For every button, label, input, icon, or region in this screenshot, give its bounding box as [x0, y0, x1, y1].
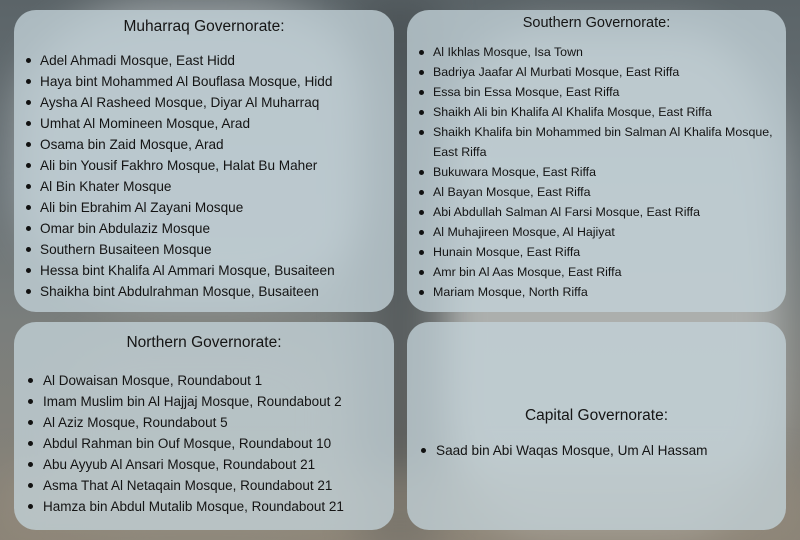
- list-item: Bukuwara Mosque, East Riffa: [433, 162, 778, 182]
- list-item: Adel Ahmadi Mosque, East Hidd: [40, 50, 394, 71]
- list-item: Umhat Al Momineen Mosque, Arad: [40, 113, 394, 134]
- list-item: Imam Muslim bin Al Hajjaj Mosque, Roundabout 2: [43, 391, 394, 412]
- list-item: Osama bin Zaid Mosque, Arad: [40, 134, 394, 155]
- list-item: Mariam Mosque, North Riffa: [433, 282, 778, 302]
- list-item: Al Bayan Mosque, East Riffa: [433, 182, 778, 202]
- list-item: Hamza bin Abdul Mutalib Mosque, Roundabout 21: [43, 496, 394, 517]
- list-item: Abu Ayyub Al Ansari Mosque, Roundabout 21: [43, 454, 394, 475]
- list-item: Al Ikhlas Mosque, Isa Town: [433, 42, 778, 62]
- list-item: Badriya Jaafar Al Murbati Mosque, East Riffa: [433, 62, 778, 82]
- list-item: Shaikh Ali bin Khalifa Al Khalifa Mosque, East Riffa: [433, 102, 778, 122]
- list-item: Abdul Rahman bin Ouf Mosque, Roundabout 10: [43, 433, 394, 454]
- list-item: Al Aziz Mosque, Roundabout 5: [43, 412, 394, 433]
- mosque-list: [14, 50, 394, 302]
- list-item: Aysha Al Rasheed Mosque, Diyar Al Muharraq: [40, 92, 394, 113]
- list-item: Ali bin Yousif Fakhro Mosque, Halat Bu Maher: [40, 155, 394, 176]
- card-title: Northern Governorate:: [126, 334, 282, 351]
- capital-governorate-card: [407, 322, 786, 530]
- list-item: Al Dowaisan Mosque, Roundabout 1: [43, 370, 394, 391]
- mosque-list: [14, 370, 394, 517]
- list-item: Al Muhajireen Mosque, Al Hajiyat: [433, 222, 778, 242]
- list-item: Omar bin Abdulaziz Mosque: [40, 218, 394, 239]
- mosque-list: [407, 42, 786, 302]
- list-item: Haya bint Mohammed Al Bouflasa Mosque, Hidd: [40, 71, 394, 92]
- list-item: Al Bin Khater Mosque: [40, 176, 394, 197]
- list-item: Asma That Al Netaqain Mosque, Roundabout 21: [43, 475, 394, 496]
- list-item: Essa bin Essa Mosque, East Riffa: [433, 82, 778, 102]
- muharraq-governorate-card: [14, 10, 394, 312]
- list-item: Hunain Mosque, East Riffa: [433, 242, 778, 262]
- list-item: Ali bin Ebrahim Al Zayani Mosque: [40, 197, 394, 218]
- southern-governorate-card: [407, 10, 786, 312]
- card-title: Southern Governorate:: [522, 15, 671, 31]
- list-item: Shaikha bint Abdulrahman Mosque, Busaiteen: [40, 281, 394, 302]
- list-item: Amr bin Al Aas Mosque, East Riffa: [433, 262, 778, 282]
- card-title: Capital Governorate:: [524, 407, 669, 424]
- list-item: Hessa bint Khalifa Al Ammari Mosque, Busaiteen: [40, 260, 394, 281]
- northern-governorate-card: [14, 322, 394, 530]
- mosque-list: [407, 440, 786, 461]
- list-item: Southern Busaiteen Mosque: [40, 239, 394, 260]
- card-title: Muharraq Governorate:: [123, 18, 285, 35]
- list-item: Saad bin Abi Waqas Mosque, Um Al Hassam: [436, 440, 786, 461]
- list-item: Abi Abdullah Salman Al Farsi Mosque, East Riffa: [433, 202, 778, 222]
- list-item: Shaikh Khalifa bin Mohammed bin Salman Al Khalifa Mosque, East Riffa: [433, 122, 778, 162]
